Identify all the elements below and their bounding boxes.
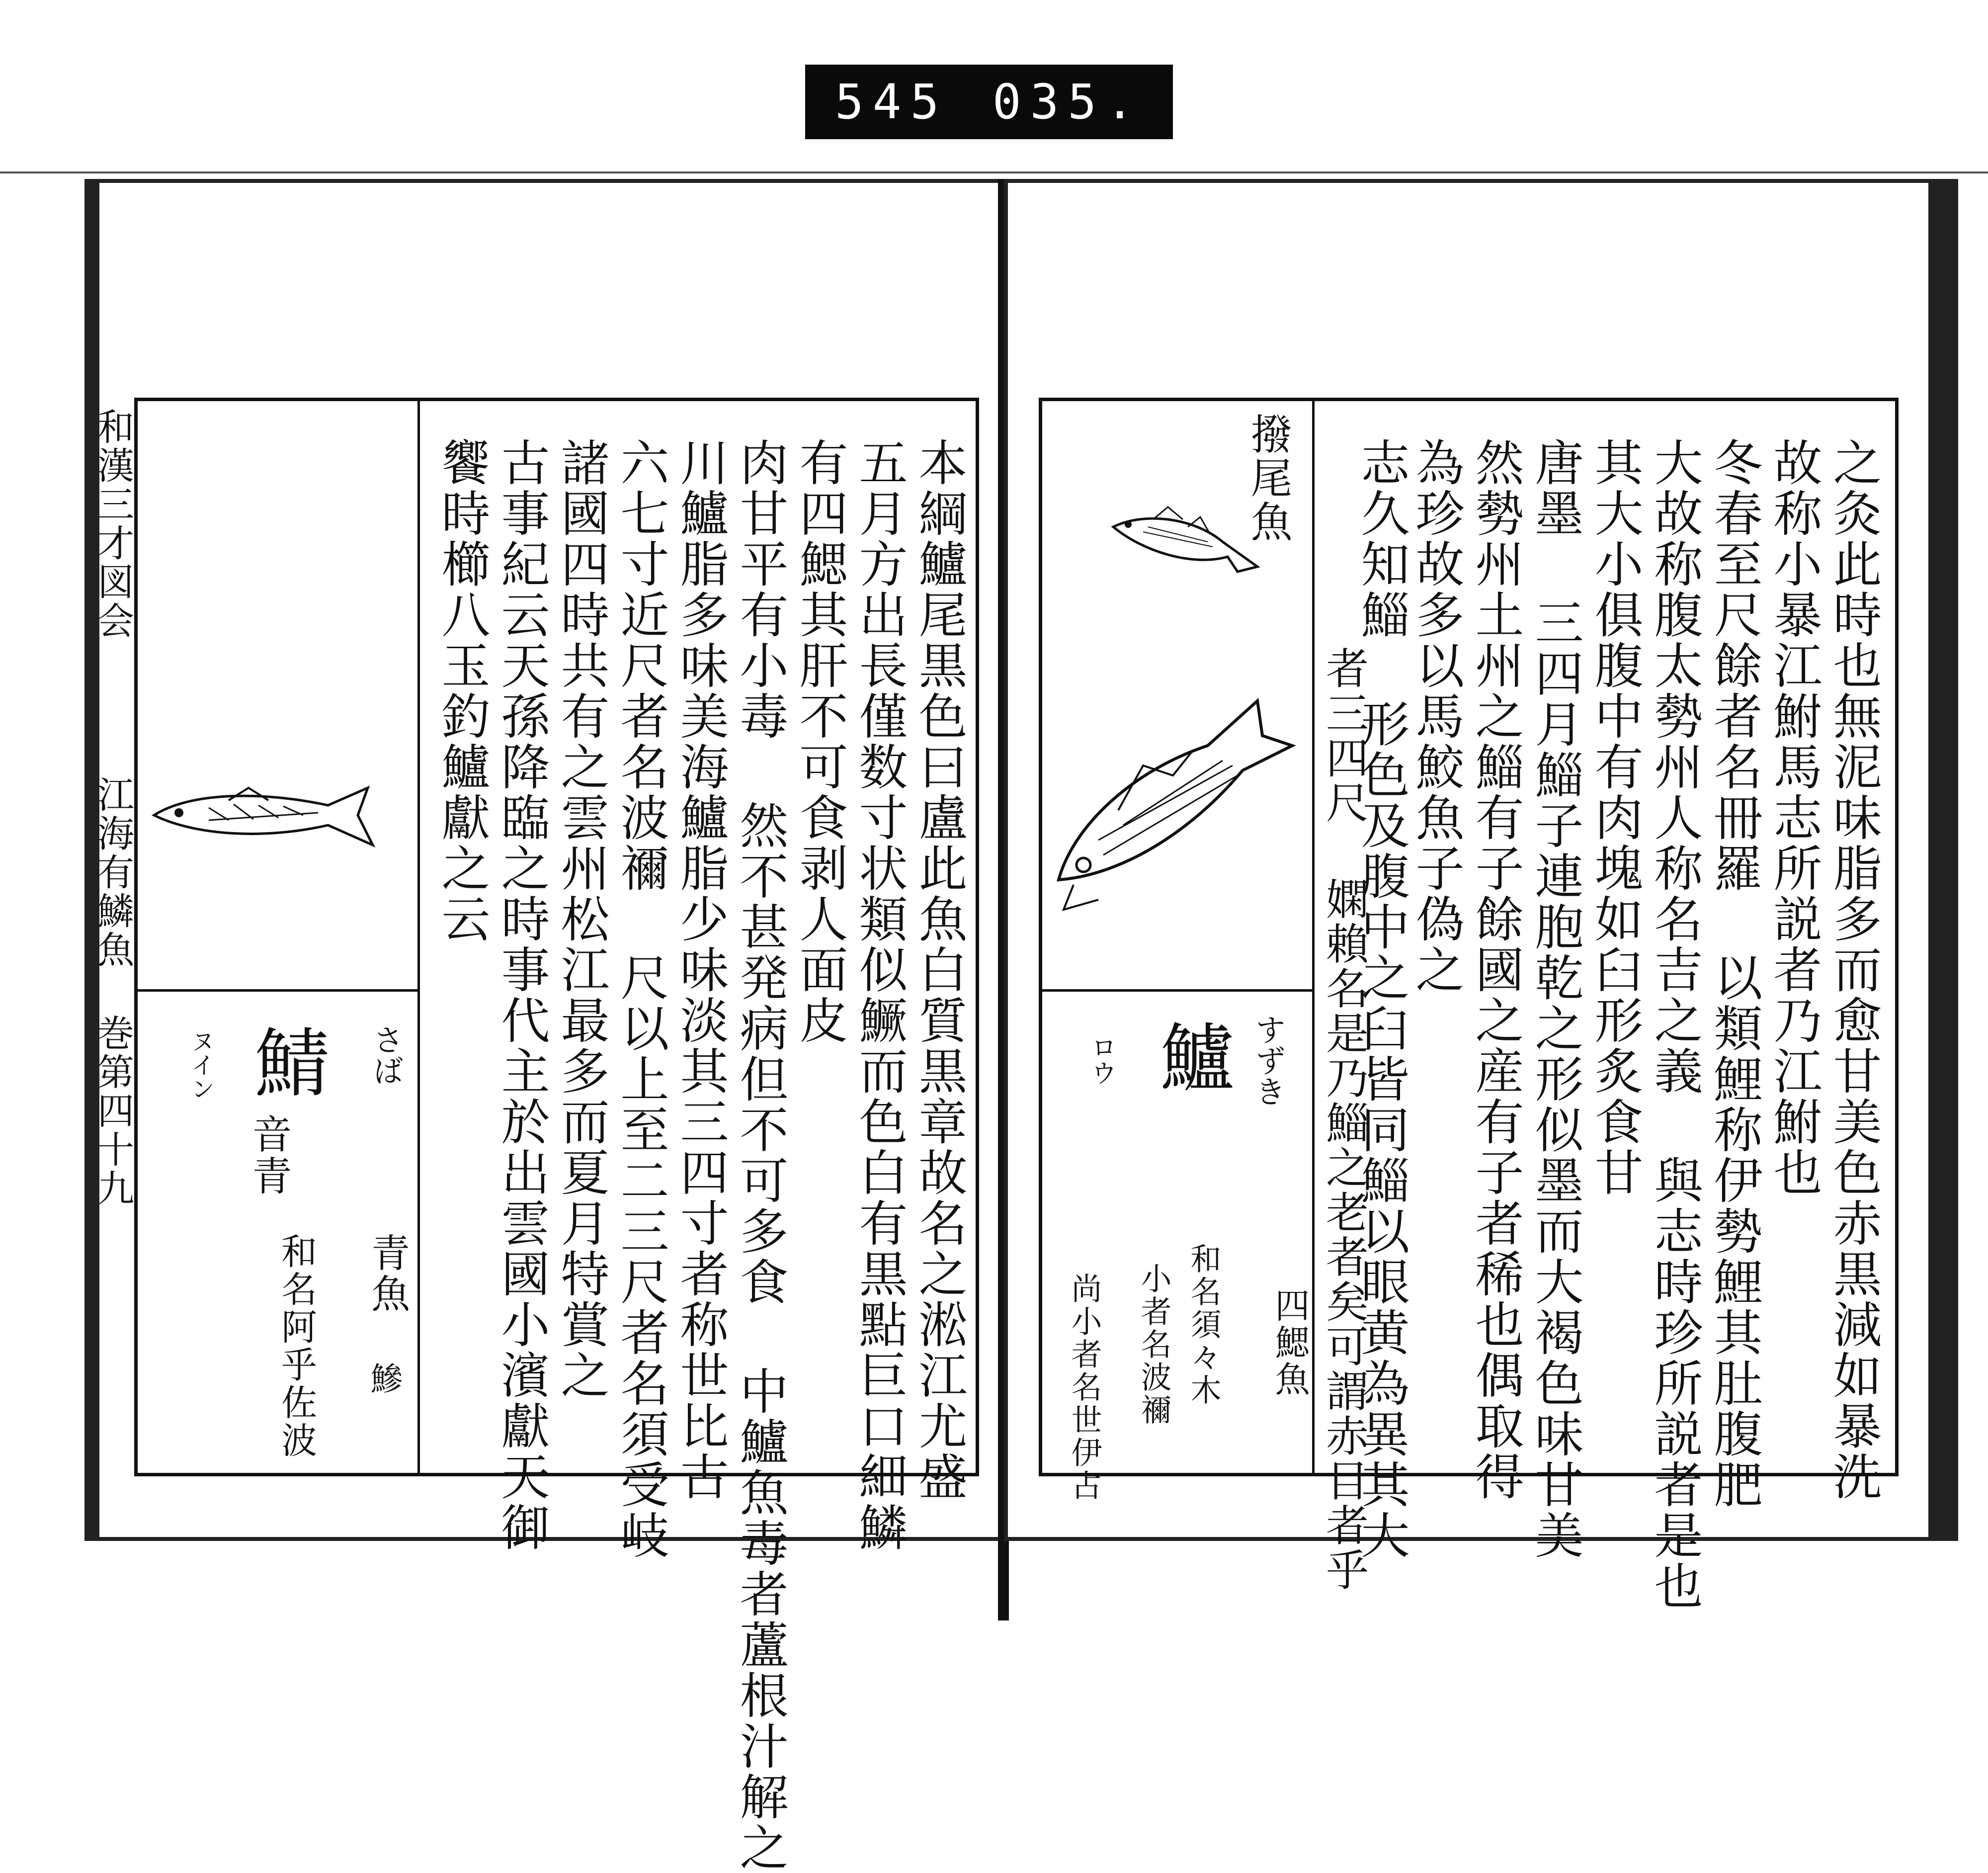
synonym-3: 和名阿乎佐波 bbox=[275, 1233, 317, 1459]
left-text-column-9: 饗時櫛八玉釣鱸獻之云 bbox=[433, 437, 490, 944]
margin-chapter: 江海有鱗魚 巻第四十九 bbox=[91, 775, 134, 1208]
right-text-column-1: 之灸此時也無泥味脂多而愈甘美色赤黒減如暴洗 bbox=[1825, 437, 1882, 1502]
entry-kana: すずき bbox=[1250, 1014, 1286, 1107]
right-text-column-3: 冬春至尺餘者名冊羅 以類鯉称伊勢鯉其肚腹肥 bbox=[1706, 437, 1762, 1510]
left-text-column-7: 諸國四時共有之雲州松江最多而夏月特賞之 bbox=[553, 437, 609, 1401]
entry-reading: ロウ bbox=[1086, 1034, 1116, 1086]
left-text-column-3: 有四鰓其肝不可食剥人面皮 bbox=[791, 437, 848, 1046]
entry-character: 鱸 bbox=[1147, 1019, 1234, 1094]
mackerel-illustration bbox=[149, 766, 408, 865]
right-text-column-5: 其大小俱腹中有肉塊如臼形炙食甘 bbox=[1586, 437, 1643, 1198]
right-text-column-6: 唐墨 三四月鯔子連胞乾之形似墨而大褐色味甘美 bbox=[1527, 437, 1583, 1561]
left-text-column-8: 古事紀云天孫降臨之時事代主於出雲國小濱獻天御 bbox=[493, 437, 550, 1553]
right-illustration-hline bbox=[1039, 989, 1315, 992]
margin-title: 和漢三才図会 bbox=[91, 408, 134, 640]
left-illustration-hline bbox=[134, 989, 420, 992]
scan-edge-line bbox=[0, 171, 1988, 173]
synonym-1: 四鰓魚 bbox=[1269, 1287, 1310, 1398]
wamei-column-2: 小者名波禰 bbox=[1136, 1263, 1172, 1427]
entry-reading: ヌイン bbox=[187, 1029, 215, 1101]
entry-kana: さば bbox=[368, 1024, 404, 1086]
right-illustration-divider bbox=[1312, 398, 1315, 1476]
catalog-number-left: 545 bbox=[835, 74, 948, 130]
right-text-column-10: 者三四尺 嫻賴名是乃鯔之老者矣可謂赤目者乎 bbox=[1319, 646, 1368, 1593]
synonym-2: 鰺 bbox=[365, 1362, 402, 1396]
right-text-column-8: 為珍故多以馬鮫魚子偽之 bbox=[1408, 437, 1464, 995]
small-fish-illustration bbox=[1108, 497, 1267, 596]
right-text-column-2: 故称小暴江鮒馬志所説者乃江鮒也 bbox=[1765, 437, 1822, 1198]
wamei-column-3: 尚小者名世伊占 bbox=[1066, 1273, 1102, 1502]
wamei-column-1: 和名須々木 bbox=[1185, 1243, 1222, 1407]
entry-sound: 音青 bbox=[246, 1113, 292, 1197]
left-text-column-2: 五月方出長僅数寸状類似鱖而色白有黒點巨口細鱗 bbox=[851, 437, 908, 1553]
left-text-column-6: 六七寸近尺者名波禰 尺以上至二三尺者名須受岐 bbox=[612, 437, 669, 1561]
synonym-1: 青魚 bbox=[365, 1233, 410, 1314]
left-text-column-5: 川鱸脂多味美海鱸脂少味淡其三四寸者称世比古 bbox=[672, 437, 729, 1502]
left-text-column-4: 肉甘平有小毒 然不甚発病但不可多食 中鱸魚毒者蘆根汁解之 bbox=[732, 437, 788, 1873]
fish-caption: 撥尾魚 bbox=[1244, 413, 1293, 544]
right-text-column-9: 志久知鯔 形色及腹中之臼皆同鯔以眼黄為異其大 bbox=[1353, 437, 1409, 1561]
catalog-number-right: 035. bbox=[992, 74, 1143, 130]
catalog-number-label bbox=[805, 65, 1173, 139]
sea-bass-illustration bbox=[1044, 691, 1302, 939]
left-text-column-1: 本綱鱸尾黒色曰盧此魚白質黒章故名之淞江尤盛 bbox=[911, 437, 967, 1502]
entry-character: 鯖 bbox=[243, 1024, 329, 1099]
right-text-column-4: 大故称腹太勢州人称名吉之義 與志時珍所説者是也 bbox=[1646, 437, 1703, 1612]
left-illustration-divider bbox=[417, 398, 420, 1476]
right-text-column-7: 然勢州土州之鯔有子餘國之産有子者稀也偶取得 bbox=[1467, 437, 1524, 1502]
